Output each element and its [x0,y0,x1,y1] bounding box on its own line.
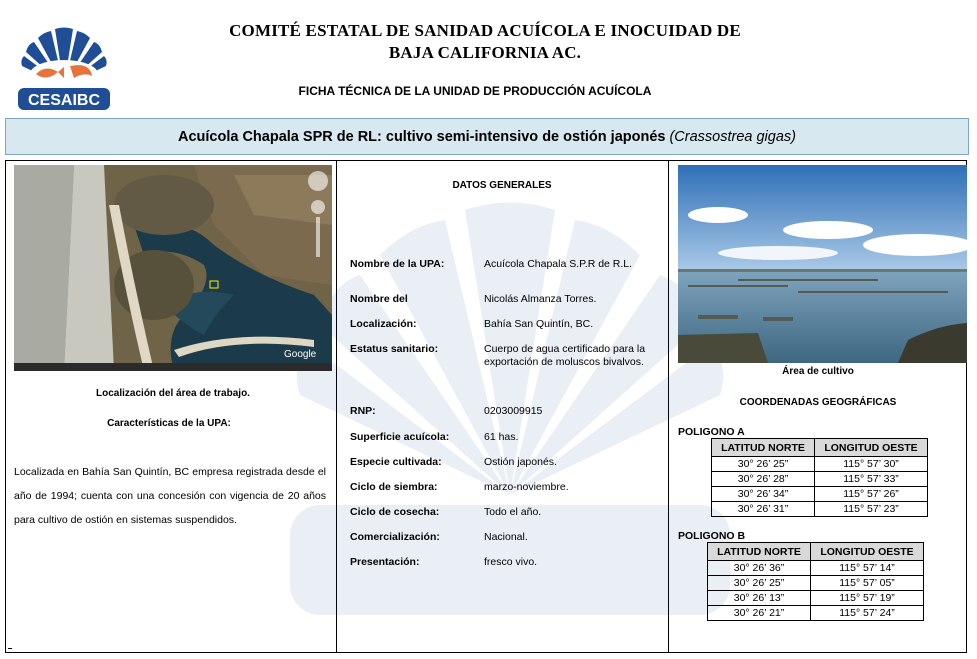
longitude-cell: 115° 57’ 26” [815,487,928,502]
field-value-location: Bahía San Quintín, BC. [484,318,594,330]
longitude-cell: 115° 57’ 24” [811,606,924,621]
field-value-commercialization: Nacional. [484,531,528,543]
polygon-b-label: POLIGONO B [678,530,746,542]
latitude-cell: 30° 26’ 21” [708,606,811,621]
table-row [708,606,924,621]
field-label-surface: Superficie acuícola: [350,431,450,443]
field-label-commercialization: Comercialización: [350,531,440,543]
photo-caption: Área de cultivo [782,366,854,377]
latitude-cell: 30° 26’ 13” [708,591,811,606]
field-label-species: Especie cultivada: [350,456,442,468]
field-label-rnp: RNP: [350,405,376,417]
cesaibc-logo [14,22,114,114]
field-label-sanitary-status: Estatus sanitario: [350,343,439,355]
field-label-upa-name: Nombre de la UPA: [350,258,445,270]
field-label-harvest-cycle: Ciclo de cosecha: [350,506,440,518]
characteristics-title: Características de la UPA: [107,418,231,429]
table-row [708,561,924,576]
field-value-rnp: 0203009915 [484,405,543,417]
satellite-map-image [14,165,332,371]
field-value-sowing-cycle: marzo-noviembre. [484,481,569,493]
longitude-cell: 115° 57’ 14” [811,561,924,576]
org-title-line-2: BAJA CALIFORNIA AC. [388,43,582,62]
polygon-a-label: POLIGONO A [678,426,745,438]
map-caption: Localización del área de trabajo. [96,388,250,399]
latitude-cell: 30° 26’ 36” [708,561,811,576]
table-row [712,502,928,517]
table-row [712,457,928,472]
upa-description: Localizada en Bahía San Quintín, BC empresa registrada desde el año de 1994; cuenta con una concesión con vigencia de 20 años para cultivo de ostión en sistemas suspendidos. [14,466,326,526]
longitude-cell: 115° 57’ 23” [815,502,928,517]
latitude-cell: 30° 26’ 34” [712,487,815,502]
field-label-location: Localización: [350,318,417,330]
table-row [708,576,924,591]
banner-title: Acuícola Chapala SPR de RL: cultivo semi-intensivo de ostión japonés [178,128,666,145]
longitude-cell: 115° 57’ 05” [811,576,924,591]
polygon-a-table [711,438,928,517]
field-value-harvest-cycle: Todo el año. [484,506,542,518]
latitude-cell: 30° 26’ 28” [712,472,815,487]
general-data-title: DATOS GENERALES [452,180,552,191]
organization-title [140,20,830,64]
header-latitude: LATITUD NORTE [712,439,815,457]
footer-mark [8,648,12,649]
field-value-upa-name: Acuícola Chapala S.P.R de R.L. [484,258,633,270]
document-subtitle: FICHA TÉCNICA DE LA UNIDAD DE PRODUCCIÓN ACUÍCOLA [298,84,652,98]
svg-text:CESAIBC: CESAIBC [27,92,101,109]
longitude-cell: 115° 57’ 33” [815,472,928,487]
field-value-presentation: fresco vivo. [484,556,538,568]
latitude-cell: 30° 26’ 31” [712,502,815,517]
field-label-owner: Nombre del [350,293,408,305]
polygon-b-table [707,542,924,621]
field-value-owner: Nicolás Almanza Torres. [484,293,597,305]
upa-title-banner [5,118,969,155]
coordinates-title: COORDENADAS GEOGRÁFICAS [739,397,897,408]
field-value-species: Ostión japonés. [484,456,557,468]
table-row [712,487,928,502]
table-row [712,472,928,487]
header-longitude: LONGITUD OESTE [811,543,924,561]
latitude-cell: 30° 26’ 25” [712,457,815,472]
cultivation-area-photo [678,165,967,363]
longitude-cell: 115° 57’ 19” [811,591,924,606]
field-label-sowing-cycle: Ciclo de siembra: [350,481,438,493]
svg-text:Google: Google [284,349,317,360]
field-value-sanitary-status: Cuerpo de agua certificado para la exportación de moluscos bivalvos. [484,343,646,368]
table-header-row [708,543,924,561]
field-value-surface: 61 has. [484,431,519,443]
header-longitude: LONGITUD OESTE [815,439,928,457]
longitude-cell: 115° 57’ 30” [815,457,928,472]
table-row [708,591,924,606]
field-label-presentation: Presentación: [350,556,420,568]
banner-species: (Crassostrea gigas) [669,128,796,145]
header-latitude: LATITUD NORTE [708,543,811,561]
latitude-cell: 30° 26’ 25” [708,576,811,591]
org-title-line-1: COMITÉ ESTATAL DE SANIDAD ACUÍCOLA E INOCUIDAD DE [229,21,741,40]
table-header-row [712,439,928,457]
